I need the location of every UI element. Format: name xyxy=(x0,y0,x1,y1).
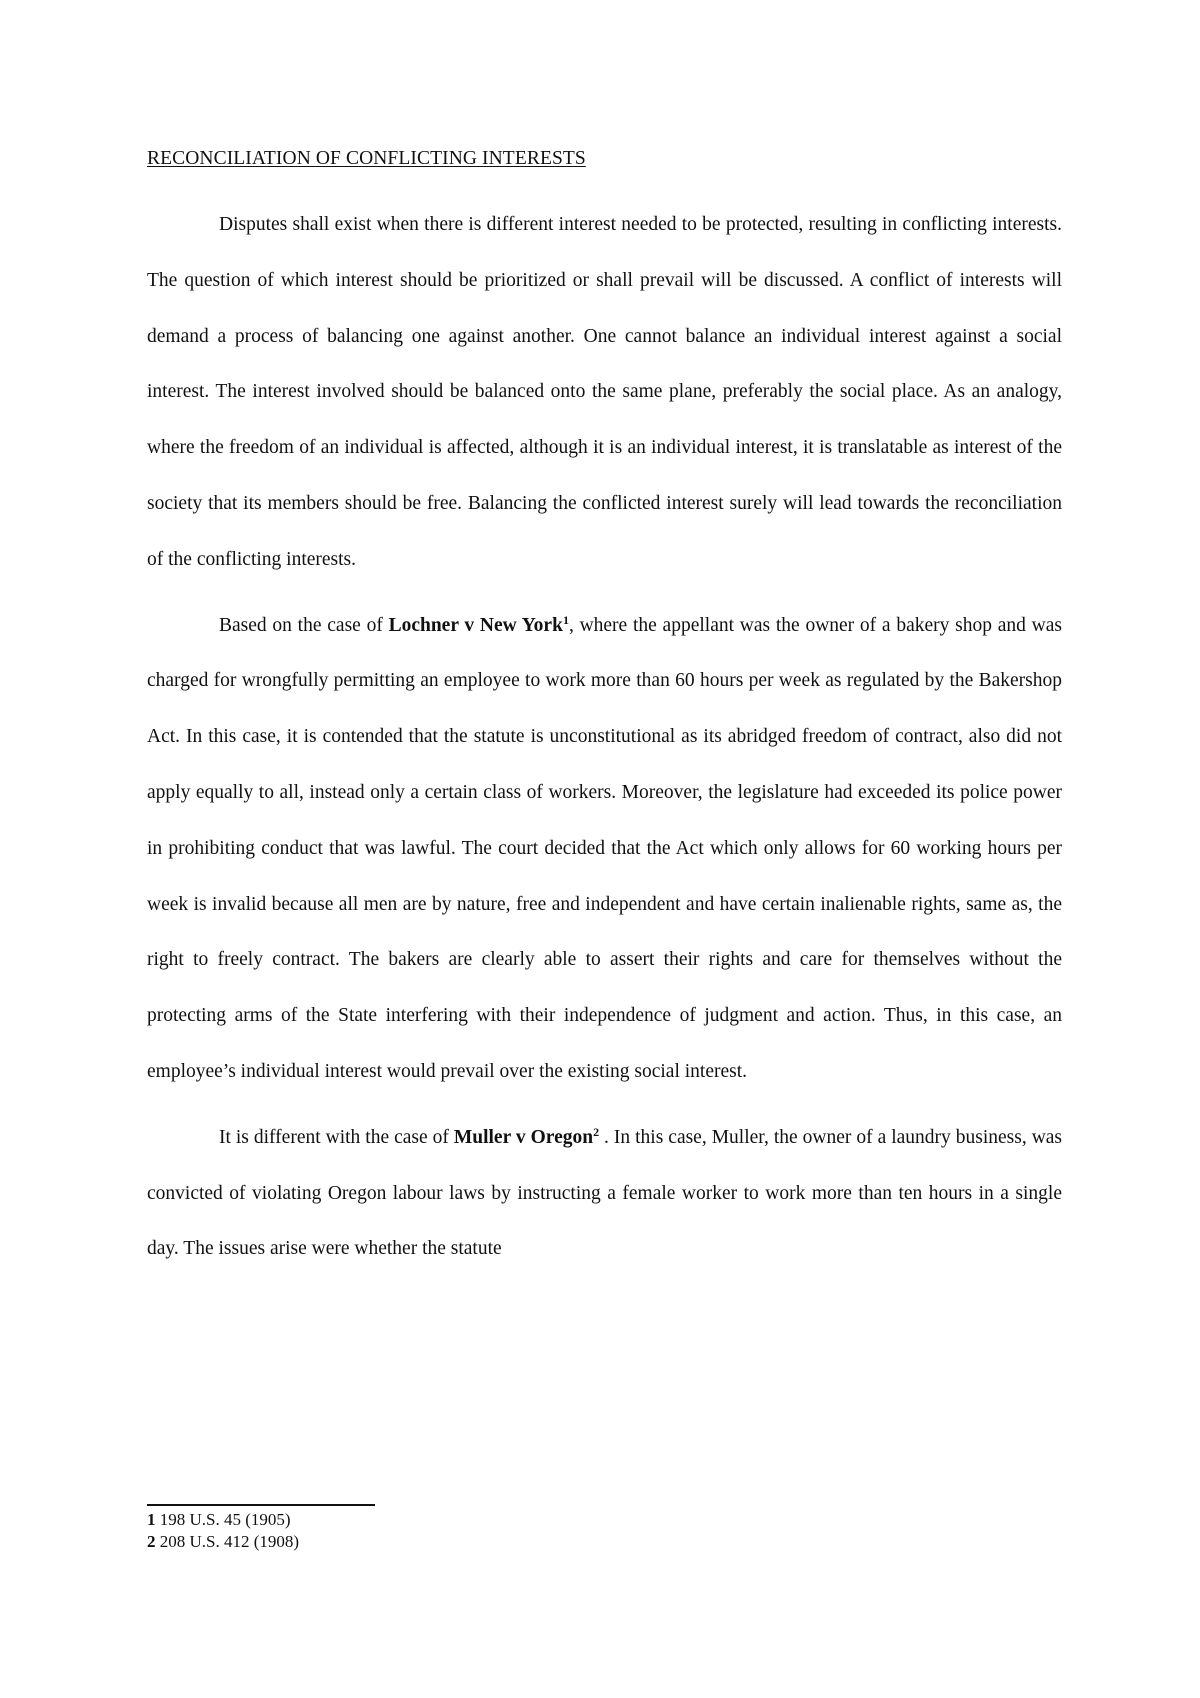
document-body xyxy=(147,145,1062,1287)
case-name-muller: Muller v Oregon xyxy=(453,1126,594,1148)
paragraph-intro: Disputes shall exist when there is different interest needed to be protected, resulting in conflicting interests. The question of which interest should be prioritized or shall prevail will be discussed. A conflict of interests will demand a process of balancing one against another. One cannot balance an individual interest against a social interest. The interest involved should be balanced onto the same plane, preferably the social place. As an analogy, where the freedom of an individual is affected, although it is an individual interest, it is translatable as interest of the society that its members should be free. Balancing the conflicted interest surely will lead towards the reconciliation of the conflicting interests. xyxy=(147,214,1062,570)
paragraph-lochner-body: , where the appellant was the owner of a bakery shop and was charged for wrongfully permitting an employee to work more than 60 hours per week as regulated by the Bakershop Act. In this case, it is contended that the statute is unconstitutional as its abridged freedom of contract, also did not apply equally to all, instead only a certain class of workers. Moreover, the legislature had exceeded its police power in prohibiting conduct that was lawful. The court decided that the Act which only allows for 60 working hours per week is invalid because all men are by nature, free and independent and have certain inalienable rights, same as, the right to freely contract. The bakers are clearly able to assert their rights and care for themselves without the protecting arms of the State interfering with their independence of judgment and action. Thus, in this case, an employee’s individual interest would prevail over the existing social interest. xyxy=(147,614,1062,1082)
footnote-text: 208 U.S. 412 (1908) xyxy=(155,1532,300,1551)
paragraph-muller-body: . In this case, Muller, the owner of a laundry business, was convicted of violating Oregon labour laws by instructing a female worker to work more than ten hours in a single day. The issues arise were whether the statute xyxy=(147,1126,1063,1260)
footnote-ref-2[interactable]: 2 xyxy=(593,1124,600,1139)
footnote-ref-1[interactable]: 1 xyxy=(562,612,569,627)
footnote-separator xyxy=(147,1504,375,1506)
footnote-number: 1 xyxy=(147,1510,156,1529)
footnotes xyxy=(147,1509,747,1553)
footnote-text: 198 U.S. 45 (1905) xyxy=(155,1510,291,1529)
page-title: RECONCILIATION OF CONFLICTING INTERESTS xyxy=(147,148,586,169)
footnote-number: 2 xyxy=(147,1532,156,1551)
footnote-1 xyxy=(147,1509,747,1531)
paragraph-lochner xyxy=(147,598,1062,1100)
paragraph-muller xyxy=(147,1110,1062,1277)
paragraph-lochner-lead: Based on the case of xyxy=(219,614,389,636)
footnote-2 xyxy=(147,1531,747,1553)
paragraph-muller-lead: It is different with the case of xyxy=(219,1126,454,1148)
case-name-lochner: Lochner v New York xyxy=(388,614,563,636)
